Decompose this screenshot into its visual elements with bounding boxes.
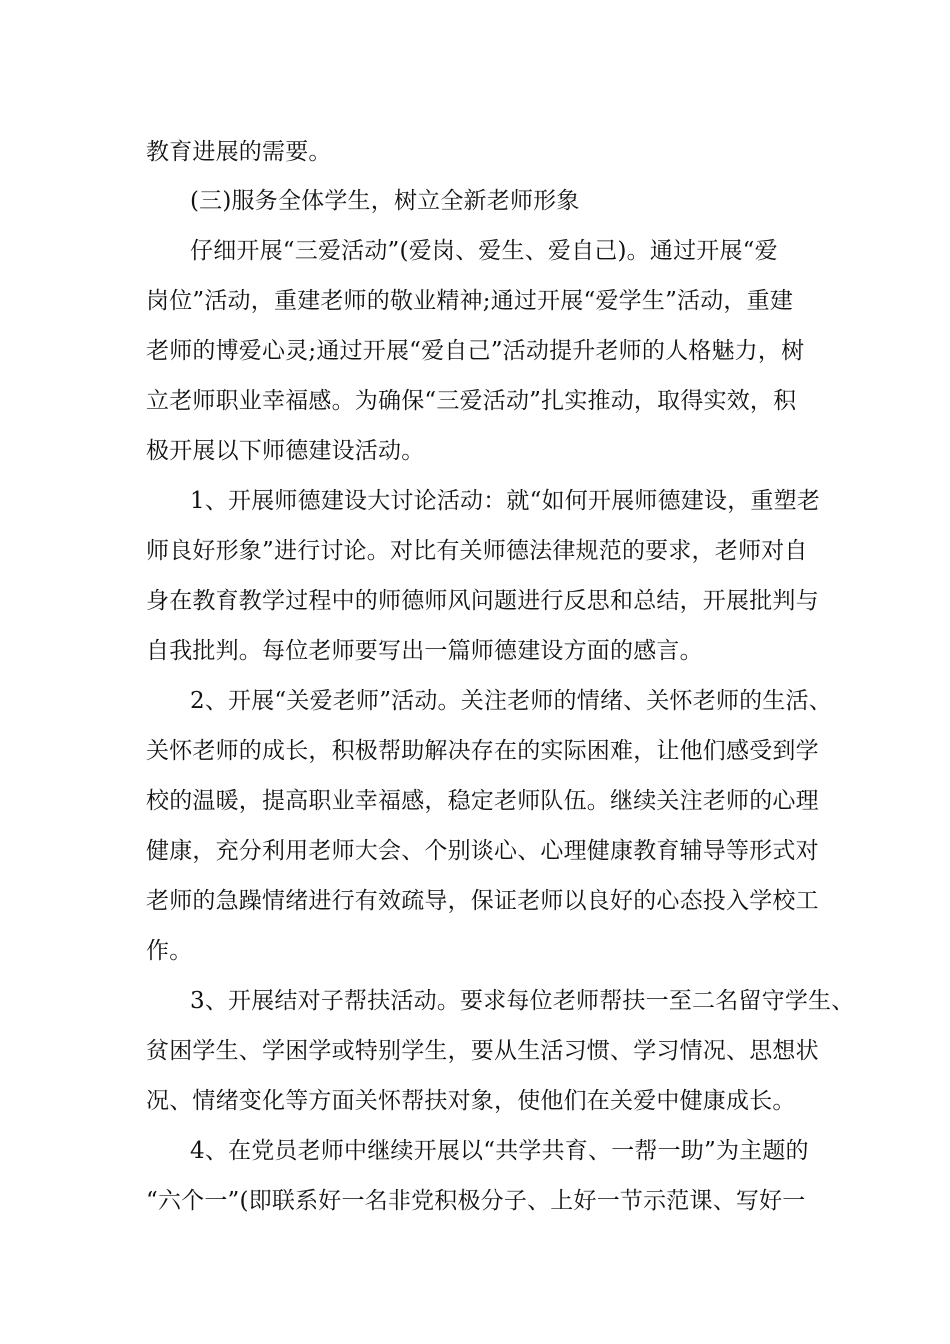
- text-line: 校的温暖，提高职业幸福感，稳定老师队伍。继续关注老师的心理: [146, 788, 819, 814]
- text-line: 师良好形象”进行讨论。对比有关师德法律规范的要求，老师对自: [146, 538, 808, 564]
- text-line: 身在教育教学过程中的师德师风问题进行反思和总结，开展批判与: [146, 588, 819, 614]
- text-line: 教育进展的需要。: [146, 139, 332, 165]
- text-line: 4、在党员老师中继续开展以“共学共育、一帮一助”为主题的: [190, 1138, 809, 1164]
- text-line: 况、情绪变化等方面关怀帮扶对象，使他们在关爱中健康成长。: [146, 1088, 796, 1114]
- text-line: 健康，充分利用老师大会、个别谈心、心理健康教育辅导等形式对: [146, 838, 819, 864]
- text-line: 3、开展结对子帮扶活动。要求每位老师帮扶一至二名留守学生、: [190, 988, 855, 1014]
- text-line: 老师的急躁情绪进行有效疏导，保证老师以良好的心态投入学校工: [146, 888, 819, 914]
- text-line: 关怀老师的成长，积极帮助解决存在的实际困难，让他们感受到学: [146, 738, 819, 764]
- text-line: 1、开展师德建设大讨论活动：就“如何开展师德建设，重塑老: [190, 488, 820, 514]
- text-line: “六个一”(即联系好一名非党积极分子、上好一节示范课、写好一: [146, 1188, 806, 1214]
- text-line: 贫困学生、学困学或特别学生，要从生活习惯、学习情况、思想状: [146, 1038, 819, 1064]
- text-line: 立老师职业幸福感。为确保“三爱活动”扎实推动，取得实效，积: [146, 388, 797, 414]
- text-line: 作。: [146, 938, 193, 964]
- text-line: 仔细开展“三爱活动”(爱岗、爱生、爱自己)。通过开展“爱: [190, 238, 778, 264]
- text-line: 岗位”活动，重建老师的敬业精神;通过开展“爱学生”活动，重建: [146, 288, 794, 314]
- text-line: 2、开展“关爱老师”活动。关注老师的情绪、关怀老师的生活、: [190, 688, 832, 714]
- text-line: 老师的博爱心灵;通过开展“爱自己”活动提升老师的人格魅力，树: [146, 338, 805, 364]
- section-heading: (三)服务全体学生，树立全新老师形象: [190, 188, 580, 214]
- text-line: 自我批判。每位老师要写出一篇师德建设方面的感言。: [146, 638, 703, 664]
- text-line: 极开展以下师德建设活动。: [146, 438, 425, 464]
